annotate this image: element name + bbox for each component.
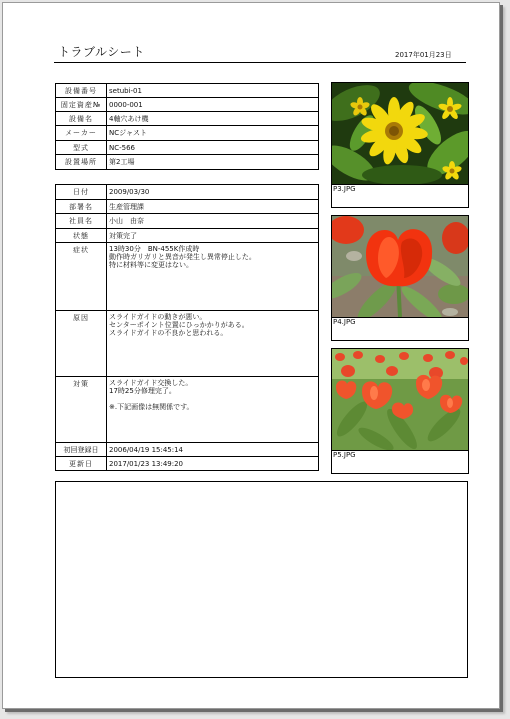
table-row [56, 243, 319, 311]
table-row [56, 126, 319, 141]
photo-frame [331, 348, 469, 474]
asset-number-label: 固定資産№ [56, 98, 107, 112]
symptom-label: 症状 [56, 243, 107, 311]
table-row [56, 98, 319, 112]
table-row [56, 311, 319, 377]
cause-line: スライドガイドの動きが悪い。 [109, 313, 207, 321]
status-label: 状態 [56, 229, 107, 243]
photo-caption: P4.JPG [332, 317, 468, 340]
countermeasure-line: ※.下記画像は無関係です。 [109, 403, 194, 411]
table-row [56, 377, 319, 443]
maker-label: メーカー [56, 126, 107, 141]
equipment-number-label: 設備番号 [56, 84, 107, 98]
cause-line: スライドガイドの不良かと思われる。 [109, 329, 228, 337]
location-value: 第2工場 [107, 155, 319, 170]
tulip-field-photo [332, 349, 468, 450]
first-registered-value: 2006/04/19 15:45:14 [107, 443, 319, 457]
cause-value [107, 311, 319, 377]
equipment-table [55, 83, 319, 170]
photo-frame [331, 215, 469, 341]
countermeasure-line: 17時25分修理完了。 [109, 387, 176, 395]
trouble-table [55, 184, 319, 471]
symptom-line: 13時30分 BN-455K作成時 [109, 245, 200, 253]
document-date: 2017年01月23日 [395, 51, 452, 59]
title-underline [54, 62, 466, 63]
photo-caption: P3.JPG [332, 184, 468, 207]
table-row [56, 200, 319, 214]
symptom-value [107, 243, 319, 311]
photo-frame [331, 82, 469, 208]
department-value: 生産管理課 [107, 200, 319, 214]
table-row [56, 185, 319, 200]
first-registered-label: 初回登録日 [56, 443, 107, 457]
document-page [2, 2, 500, 709]
notes-area [55, 481, 468, 678]
red-tulip-photo [332, 216, 468, 317]
page-title: トラブルシート [58, 45, 145, 59]
table-row [56, 229, 319, 243]
updated-label: 更新日 [56, 457, 107, 471]
equipment-name-label: 設備名 [56, 112, 107, 126]
table-row [56, 141, 319, 155]
symptom-line: 動作時ガリガリと異音が発生し異常停止した。 [109, 253, 256, 261]
updated-value: 2017/01/23 13:49:20 [107, 457, 319, 471]
department-label: 部署名 [56, 200, 107, 214]
table-row [56, 155, 319, 170]
countermeasure-label: 対策 [56, 377, 107, 443]
location-label: 設置場所 [56, 155, 107, 170]
countermeasure-value [107, 377, 319, 443]
date-value: 2009/03/30 [107, 185, 319, 200]
employee-label: 社員名 [56, 214, 107, 229]
countermeasure-line [109, 395, 316, 403]
maker-value: NCジャスト [107, 126, 319, 141]
equipment-number-value: setubi-01 [107, 84, 319, 98]
date-label: 日付 [56, 185, 107, 200]
asset-number-value: 0000-001 [107, 98, 319, 112]
table-row [56, 112, 319, 126]
table-row [56, 214, 319, 229]
model-label: 型式 [56, 141, 107, 155]
employee-value: 小山 由奈 [107, 214, 319, 229]
table-row [56, 443, 319, 457]
status-value: 対策完了 [107, 229, 319, 243]
cause-label: 原因 [56, 311, 107, 377]
symptom-line: 特に材料等に変更はない。 [109, 261, 193, 269]
photo-caption: P5.JPG [332, 450, 468, 473]
model-value: NC-566 [107, 141, 319, 155]
equipment-name-value: 4軸穴あけ機 [107, 112, 319, 126]
cause-line: センターポイント位置にひっかかりがある。 [109, 321, 249, 329]
table-row [56, 84, 319, 98]
yellow-flower-photo [332, 83, 468, 184]
countermeasure-line: スライドガイド交換した。 [109, 379, 193, 387]
table-row [56, 457, 319, 471]
